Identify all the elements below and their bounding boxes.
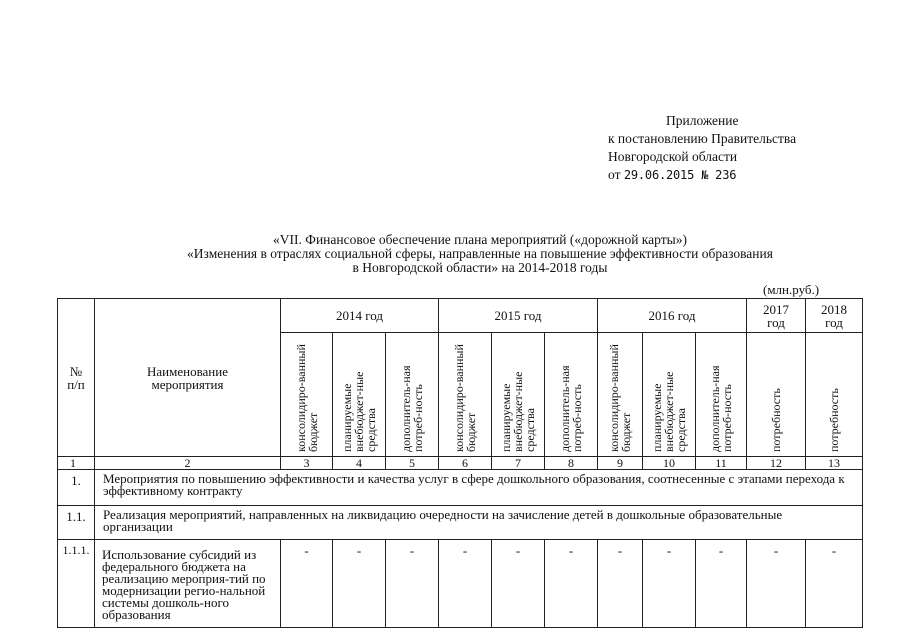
subheader-cell [806,333,863,457]
subheader-consolidated-2015: консолидиро-ванный бюджет [452,343,478,452]
date-value: 29.06.2015 № 236 [623,168,737,182]
row-value: - [747,540,806,628]
row-text: Реализация мероприятий, направленных на ликвидацию очередности на зачисление детей в дошкольные образовательные организации [95,506,863,540]
subheader-consolidated-2016: консолидиро-ванный бюджет [607,343,633,452]
subheader-consolidated-2014: консолидиро-ванный бюджет [293,343,320,452]
subheader-cell [333,333,386,457]
header-name-line-1: Наименование [147,363,228,379]
finance-table [57,298,863,628]
subheader-cell [598,333,643,457]
header-year-2018-line-1: 2018 [821,301,847,317]
column-number: 9 [598,457,643,470]
column-number: 5 [386,457,439,470]
units-label: (млн.руб.) [763,282,820,297]
column-number: 11 [696,457,747,470]
row-value: - [545,540,598,628]
row-value: - [643,540,696,628]
appendix-line-3: Новгородской области [608,149,738,164]
document-title [130,233,830,275]
header-number [58,299,95,457]
row-value: - [492,540,545,628]
header-year-2017 [747,299,806,333]
subheader-cell [747,333,806,457]
column-number: 4 [333,457,386,470]
header-number-line-1: № [69,363,83,379]
subheader-planned-2014: планируемые внебюджет-ные средства [340,371,378,452]
table-row [58,506,863,540]
subheader-additional-2016: дополнитель-ная потреб-ность [708,365,734,452]
subheader-cell [281,333,333,457]
subheader-planned-2015: планируемые внебюджет-ные средства [499,371,537,452]
subheader-additional-2015: дополнитель-ная потреб-ность [558,365,584,452]
title-line-1: «VII. Финансовое обеспечение плана мероприятий («дорожной карты») [273,232,687,247]
row-number: 1.1.1. [58,540,95,628]
header-name [95,299,281,457]
table-row [58,470,863,506]
column-number: 6 [439,457,492,470]
row-number: 1.1. [58,506,95,540]
header-number-line-2: п/п [67,376,85,392]
row-name-cell [95,540,281,628]
appendix-title: Приложение [666,113,739,128]
column-number: 3 [281,457,333,470]
subheader-need-2017: потребность [769,387,783,452]
appendix-block [608,112,796,184]
row-value: - [281,540,333,628]
header-year-2018 [806,299,863,333]
row-value: - [333,540,386,628]
date-prefix: от [608,167,621,182]
row-value: - [806,540,863,628]
subheader-cell [643,333,696,457]
title-line-3: в Новгородской области» на 2014-2018 годы [352,260,608,275]
row-value: - [386,540,439,628]
row-name: Использование субсидий из федерального бюджета на реализацию мероприя-тий по модернизации регио-нальной системы дошколь-ного образования [102,546,266,622]
appendix-date-line [608,166,796,184]
column-number: 2 [95,457,281,470]
row-value: - [598,540,643,628]
header-row-years [58,299,863,333]
column-number: 1 [58,457,95,470]
subheader-cell [492,333,545,457]
header-year-2016: 2016 год [598,299,747,333]
row-number: 1. [58,470,95,506]
subheader-need-2018: потребность [827,387,841,452]
column-number: 8 [545,457,598,470]
header-year-2017-line-2: год [767,314,785,330]
appendix-line-2: к постановлению Правительства [608,131,797,146]
subheader-additional-2014: дополнитель-ная потреб-ность [399,365,425,452]
subheader-cell [696,333,747,457]
subheader-cell [545,333,598,457]
column-number: 7 [492,457,545,470]
row-text: Мероприятия по повышению эффективности и качества услуг в сфере дошкольного образования, соотнесенные с этапами перехода к эффективному контракту [95,470,863,506]
column-number: 12 [747,457,806,470]
header-year-2014: 2014 год [281,299,439,333]
header-year-2015: 2015 год [439,299,598,333]
subheader-cell [439,333,492,457]
row-value: - [696,540,747,628]
header-name-line-2: мероприятия [151,376,224,392]
column-number: 13 [806,457,863,470]
column-numbers-row [58,457,863,470]
column-number: 10 [643,457,696,470]
subheader-planned-2016: планируемые внебюджет-ные средства [650,371,688,452]
title-line-2: «Изменения в отраслях социальной сферы, направленные на повышение эффективности образования [187,246,773,261]
header-year-2018-line-2: год [825,314,843,330]
subheader-cell [386,333,439,457]
row-value: - [439,540,492,628]
table-row [58,540,863,628]
header-year-2017-line-1: 2017 [763,301,789,317]
